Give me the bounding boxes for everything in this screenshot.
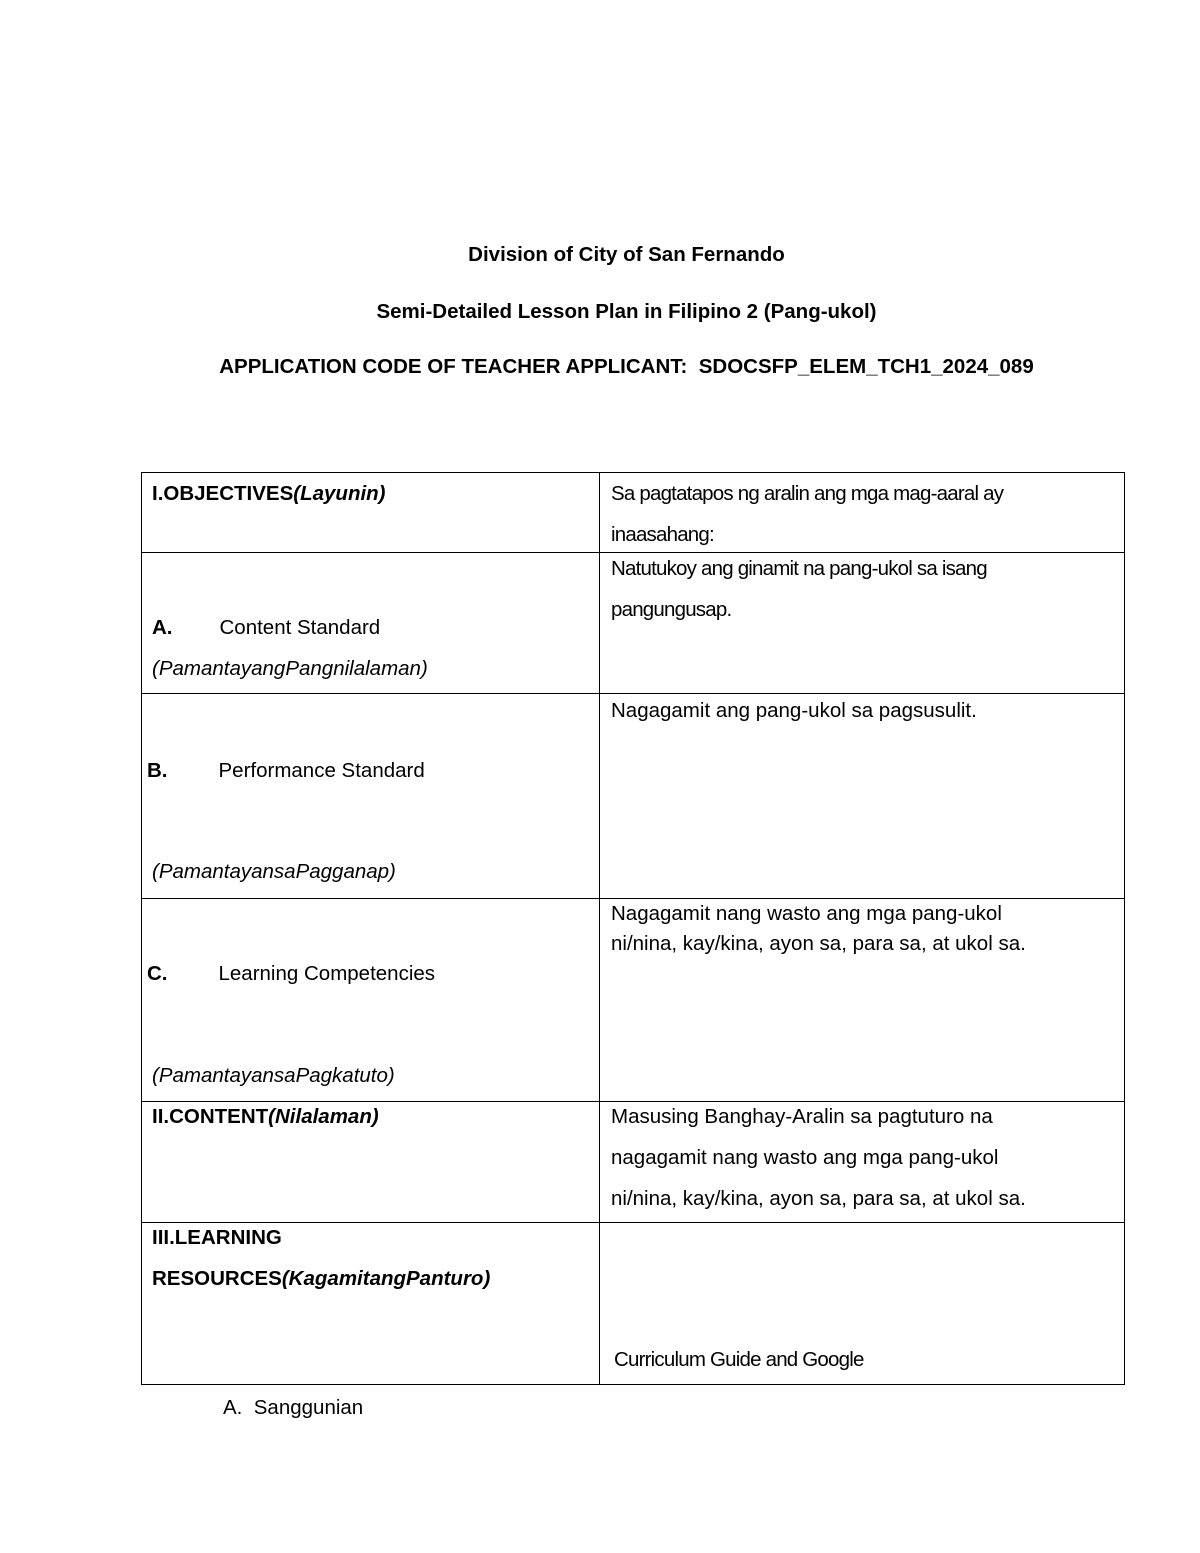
application-code-line bbox=[0, 355, 1200, 379]
content-standard-value-line1: Natutukoy ang ginamit na pang-ukol sa isang bbox=[611, 557, 987, 580]
objectives-label: I.OBJECTIVES bbox=[152, 482, 294, 505]
performance-standard-letter: B. bbox=[147, 759, 168, 782]
performance-standard-label-cell bbox=[142, 694, 600, 899]
learning-resources-value: Curriculum Guide and Google bbox=[614, 1348, 864, 1371]
learning-resources-label-italic: (KagamitangPanturo) bbox=[281, 1267, 491, 1290]
application-code-label: APPLICATION CODE OF TEACHER APPLICANT: bbox=[219, 355, 688, 378]
objectives-value-line2: inaasahang: bbox=[611, 523, 714, 546]
division-heading: Division of City of San Fernando bbox=[468, 243, 785, 266]
learning-competencies-value-cell bbox=[600, 899, 1125, 1102]
objectives-label-italic: (Layunin) bbox=[293, 482, 386, 505]
content-label: II.CONTENT bbox=[152, 1105, 269, 1128]
table-row-learning-competencies bbox=[142, 899, 1125, 1102]
lesson-plan-title: Semi-Detailed Lesson Plan in Filipino 2 (Pang-ukol) bbox=[376, 300, 877, 323]
table-row-content bbox=[142, 1102, 1125, 1223]
learning-competencies-sub: (PamantayansaPagkatuto) bbox=[152, 1064, 395, 1087]
learning-resources-item: A. Sanggunian bbox=[223, 1396, 364, 1419]
learning-competencies-letter: C. bbox=[147, 962, 168, 985]
learning-resources-label-line2: RESOURCES bbox=[152, 1267, 282, 1290]
learning-competencies-value-line2: ni/nina, kay/kina, ayon sa, para sa, at ukol sa. bbox=[611, 932, 1026, 955]
performance-standard-value-cell bbox=[600, 694, 1125, 899]
learning-competencies-label: Learning Competencies bbox=[218, 962, 436, 985]
objectives-value-cell bbox=[600, 473, 1125, 553]
content-value-line3: ni/nina, kay/kina, ayon sa, para sa, at ukol sa. bbox=[611, 1187, 1026, 1210]
table-row-content-standard bbox=[142, 553, 1125, 694]
content-value-cell bbox=[600, 1102, 1125, 1223]
table-row-learning-resources bbox=[142, 1223, 1125, 1385]
content-standard-label: Content Standard bbox=[219, 616, 381, 639]
performance-standard-value: Nagagamit ang pang-ukol sa pagsusulit. bbox=[611, 699, 977, 722]
performance-standard-sub: (PamantayansaPagganap) bbox=[152, 860, 396, 883]
content-standard-label-cell bbox=[142, 553, 600, 694]
performance-standard-label: Performance Standard bbox=[218, 759, 425, 782]
application-code-value: SDOCSFP_ELEM_TCH1_2024_089 bbox=[698, 355, 1034, 378]
content-standard-letter: A. bbox=[152, 616, 173, 639]
learning-competencies-value-line1: Nagagamit nang wasto ang mga pang-ukol bbox=[611, 902, 1002, 925]
content-standard-sub: (PamantayangPangnilalaman) bbox=[152, 657, 428, 680]
content-value-line1: Masusing Banghay-Aralin sa pagtuturo na bbox=[611, 1105, 993, 1128]
content-standard-value-cell bbox=[600, 553, 1125, 694]
content-standard-value-line2: pangungusap. bbox=[611, 598, 732, 621]
content-value-line2: nagagamit nang wasto ang mga pang-ukol bbox=[611, 1146, 999, 1169]
table-row-objectives bbox=[142, 473, 1125, 553]
table-row-performance-standard bbox=[142, 694, 1125, 899]
lesson-plan-table bbox=[141, 472, 1125, 1419]
learning-resources-value-cell bbox=[600, 1223, 1125, 1385]
content-label-cell bbox=[142, 1102, 600, 1223]
learning-resources-label-cell bbox=[142, 1223, 600, 1419]
objectives-label-cell bbox=[142, 473, 600, 553]
learning-resources-label-line1: III.LEARNING bbox=[152, 1226, 282, 1249]
content-label-italic: (Nilalaman) bbox=[268, 1105, 379, 1128]
objectives-value-line1: Sa pagtatapos ng aralin ang mga mag-aaral ay bbox=[611, 482, 1004, 505]
learning-competencies-label-cell bbox=[142, 899, 600, 1102]
